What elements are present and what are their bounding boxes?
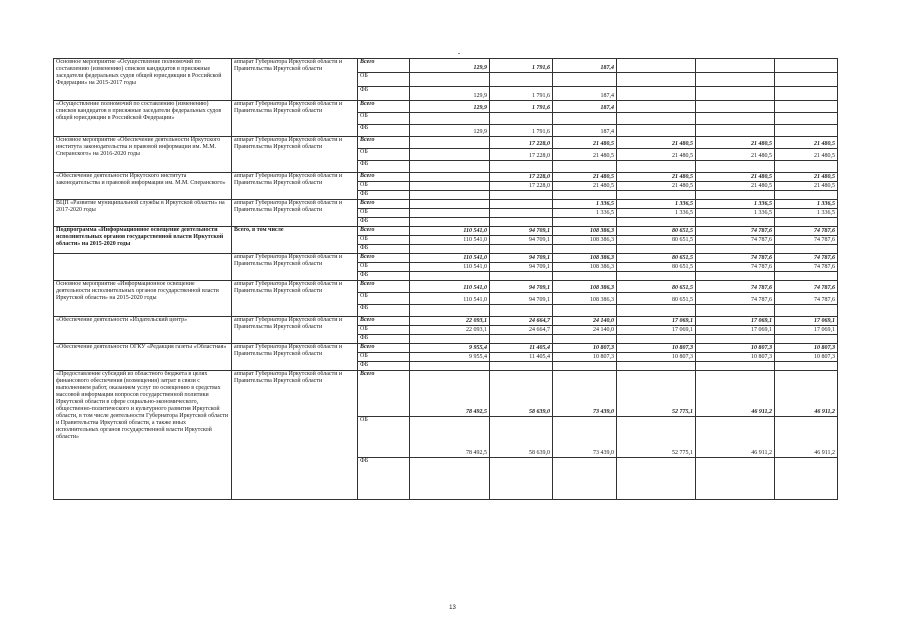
value-cell: [553, 305, 617, 317]
value-cell: [490, 305, 553, 317]
funding-source-cell: ФБ: [358, 305, 410, 317]
value-cell: [490, 113, 553, 125]
value-cell: 74 787,6: [775, 254, 838, 263]
value-cell: 94 709,1: [490, 293, 553, 305]
value-cell: 110 541,0: [410, 281, 490, 293]
value-cell: 10 807,3: [553, 353, 617, 362]
value-cell: [553, 113, 617, 125]
value-cell: [490, 191, 553, 200]
value-cell: 187,4: [553, 101, 617, 113]
value-cell: 80 651,5: [617, 227, 696, 236]
value-cell: 46 911,2: [775, 371, 838, 417]
value-cell: 24 664,7: [490, 317, 553, 326]
value-cell: 21 480,5: [696, 137, 775, 149]
value-cell: 10 807,3: [617, 353, 696, 362]
value-cell: 1 336,5: [617, 200, 696, 209]
value-cell: 21 480,5: [775, 182, 838, 191]
value-cell: [617, 113, 696, 125]
responsible-cell: аппарат Губернатора Иркутской области и Правительства Иркутской области: [232, 317, 358, 344]
value-cell: 78 492,5: [410, 371, 490, 417]
value-cell: 80 651,5: [617, 254, 696, 263]
value-cell: [410, 458, 490, 500]
value-cell: 1 336,5: [696, 209, 775, 218]
value-cell: [617, 59, 696, 73]
funding-source-cell: ОБ: [358, 182, 410, 191]
value-cell: 10 807,3: [775, 344, 838, 353]
funding-source-cell: Всего: [358, 200, 410, 209]
value-cell: [490, 73, 553, 87]
value-cell: 24 664,7: [490, 326, 553, 335]
value-cell: 21 480,5: [553, 137, 617, 149]
funding-source-cell: ОБ: [358, 263, 410, 272]
value-cell: [410, 173, 490, 182]
funding-source-cell: Всего: [358, 344, 410, 353]
table-row: [54, 59, 838, 73]
value-cell: [617, 125, 696, 137]
value-cell: 78 492,5: [410, 417, 490, 458]
responsible-cell: Всего, в том числе: [232, 227, 358, 254]
value-cell: [410, 113, 490, 125]
value-cell: [553, 73, 617, 87]
value-cell: 17 228,0: [490, 173, 553, 182]
value-cell: 110 541,0: [410, 263, 490, 272]
funding-source-cell: Всего: [358, 281, 410, 293]
value-cell: [696, 191, 775, 200]
value-cell: 17 228,0: [490, 149, 553, 161]
value-cell: [490, 161, 553, 173]
value-cell: [617, 87, 696, 101]
value-cell: [617, 305, 696, 317]
table-row: [54, 317, 838, 326]
responsible-cell: аппарат Губернатора Иркутской области и Правительства Иркутской области: [232, 200, 358, 227]
value-cell: [490, 362, 553, 371]
value-cell: 108 386,3: [553, 254, 617, 263]
funding-source-cell: ФБ: [358, 218, 410, 227]
value-cell: 17 069,1: [775, 317, 838, 326]
value-cell: [553, 218, 617, 227]
value-cell: [553, 458, 617, 500]
value-cell: 187,4: [553, 125, 617, 137]
value-cell: [410, 245, 490, 254]
value-cell: 187,4: [553, 87, 617, 101]
value-cell: [617, 362, 696, 371]
value-cell: 1 791,6: [490, 59, 553, 73]
value-cell: 94 709,1: [490, 227, 553, 236]
value-cell: 108 386,3: [553, 293, 617, 305]
value-cell: 129,9: [410, 59, 490, 73]
table-row: [54, 254, 838, 263]
responsible-cell: аппарат Губернатора Иркутской области и Правительства Иркутской области: [232, 137, 358, 173]
value-cell: [696, 59, 775, 73]
value-cell: 1 336,5: [696, 200, 775, 209]
value-cell: 10 807,3: [775, 353, 838, 362]
value-cell: 21 480,5: [617, 182, 696, 191]
value-cell: [410, 73, 490, 87]
value-cell: 21 480,5: [696, 173, 775, 182]
value-cell: [490, 200, 553, 209]
value-cell: 22 093,1: [410, 326, 490, 335]
value-cell: 21 480,5: [696, 149, 775, 161]
funding-source-cell: Всего: [358, 173, 410, 182]
value-cell: [617, 191, 696, 200]
value-cell: 21 480,5: [553, 182, 617, 191]
value-cell: 110 541,0: [410, 227, 490, 236]
value-cell: [696, 335, 775, 344]
value-cell: [410, 362, 490, 371]
value-cell: [696, 113, 775, 125]
value-cell: 74 787,6: [696, 263, 775, 272]
value-cell: [696, 305, 775, 317]
funding-source-cell: ФБ: [358, 335, 410, 344]
funding-source-cell: ФБ: [358, 272, 410, 281]
value-cell: 129,9: [410, 87, 490, 101]
value-cell: 17 069,1: [775, 326, 838, 335]
value-cell: 74 787,6: [696, 281, 775, 293]
funding-source-cell: ФБ: [358, 161, 410, 173]
page-number: 13: [449, 605, 456, 611]
value-cell: 17 069,1: [617, 326, 696, 335]
value-cell: 1 336,5: [617, 209, 696, 218]
value-cell: [553, 272, 617, 281]
value-cell: [696, 125, 775, 137]
funding-source-cell: ОБ: [358, 293, 410, 305]
value-cell: [696, 73, 775, 87]
value-cell: 129,9: [410, 101, 490, 113]
value-cell: [490, 335, 553, 344]
event-name-cell: ВЦП «Развитие муниципальной службы в Иркутской области» на 2017-2020 годы: [54, 200, 232, 227]
value-cell: 108 386,3: [553, 263, 617, 272]
value-cell: [410, 305, 490, 317]
value-cell: 52 775,1: [617, 417, 696, 458]
value-cell: [490, 245, 553, 254]
value-cell: 21 480,5: [617, 149, 696, 161]
value-cell: 21 480,5: [775, 149, 838, 161]
funding-source-cell: ФБ: [358, 362, 410, 371]
value-cell: [775, 101, 838, 113]
value-cell: [775, 245, 838, 254]
value-cell: [775, 362, 838, 371]
funding-source-cell: ОБ: [358, 149, 410, 161]
value-cell: [617, 218, 696, 227]
value-cell: 24 140,0: [553, 317, 617, 326]
value-cell: 1 791,6: [490, 125, 553, 137]
value-cell: [617, 101, 696, 113]
value-cell: [553, 335, 617, 344]
funding-source-cell: ОБ: [358, 236, 410, 245]
value-cell: 21 480,5: [553, 173, 617, 182]
value-cell: 73 439,0: [553, 371, 617, 417]
responsible-cell: аппарат Губернатора Иркутской области и Правительства Иркутской области: [232, 371, 358, 500]
funding-source-cell: ФБ: [358, 191, 410, 200]
value-cell: [775, 305, 838, 317]
value-cell: [410, 218, 490, 227]
value-cell: [696, 101, 775, 113]
table-row: [54, 137, 838, 149]
value-cell: 24 140,0: [553, 326, 617, 335]
funding-source-cell: Всего: [358, 137, 410, 149]
value-cell: 94 709,1: [490, 236, 553, 245]
value-cell: [696, 272, 775, 281]
event-name-cell: «Предоставление субсидий из областного бюджета в целях финансового обеспечения (возмещения) затрат в связи с выполнением работ, оказанием услуг по освещению в средствах массовой информации вопросов государственной политики Иркутской области в сфере социально-экономического, общественно-политического и культурного развития Иркутской области, в том числе деятельности Губернатора Иркутской области и Правительства Иркутской области, а также иных исполнительных органов государственной власти Иркутской области»: [54, 371, 232, 500]
value-cell: [775, 458, 838, 500]
value-cell: 74 787,6: [775, 281, 838, 293]
responsible-cell: аппарат Губернатора Иркутской области и Правительства Иркутской области: [232, 344, 358, 371]
value-cell: 46 911,2: [696, 417, 775, 458]
value-cell: 52 775,1: [617, 371, 696, 417]
value-cell: 22 093,1: [410, 317, 490, 326]
table-row: [54, 200, 838, 209]
value-cell: [410, 191, 490, 200]
value-cell: [775, 335, 838, 344]
value-cell: [617, 458, 696, 500]
value-cell: [410, 149, 490, 161]
funding-source-cell: ОБ: [358, 209, 410, 218]
funding-source-cell: Всего: [358, 254, 410, 263]
value-cell: 10 807,3: [553, 344, 617, 353]
responsible-cell: аппарат Губернатора Иркутской области и Правительства Иркутской области: [232, 281, 358, 317]
value-cell: 1 336,5: [553, 200, 617, 209]
value-cell: [410, 335, 490, 344]
budget-table: [53, 58, 838, 500]
value-cell: 74 787,6: [696, 236, 775, 245]
value-cell: 11 405,4: [490, 353, 553, 362]
table-row: [54, 173, 838, 182]
funding-source-cell: Всего: [358, 317, 410, 326]
event-name-cell: [54, 254, 232, 281]
value-cell: 110 541,0: [410, 254, 490, 263]
event-name-cell: Основное мероприятие «Осуществление полномочий по составлению (изменению) списков кандидатов в присяжные заседатели федеральных судов общей юрисдикции в Российской Федерации» на 2015-2017 годы: [54, 59, 232, 101]
value-cell: 1 791,6: [490, 101, 553, 113]
value-cell: 80 651,5: [617, 263, 696, 272]
value-cell: [490, 218, 553, 227]
value-cell: [490, 209, 553, 218]
funding-source-cell: ОБ: [358, 73, 410, 87]
table-body: [54, 59, 838, 500]
value-cell: [410, 182, 490, 191]
value-cell: 46 911,2: [775, 417, 838, 458]
value-cell: [553, 245, 617, 254]
value-cell: 94 709,1: [490, 263, 553, 272]
funding-source-cell: Всего: [358, 101, 410, 113]
value-cell: 21 480,5: [775, 137, 838, 149]
event-name-cell: Основное мероприятие «Информационное освещение деятельности исполнительных органов государственной власти Иркутской области» на 2015-2020 годы: [54, 281, 232, 317]
value-cell: [775, 191, 838, 200]
funding-source-cell: ФБ: [358, 125, 410, 137]
table-row: [54, 281, 838, 293]
value-cell: 1 336,5: [775, 200, 838, 209]
event-name-cell: «Обеспечение деятельности «Издательский центр»: [54, 317, 232, 344]
value-cell: [410, 161, 490, 173]
value-cell: 129,9: [410, 125, 490, 137]
value-cell: [410, 137, 490, 149]
value-cell: [696, 458, 775, 500]
value-cell: 1 336,5: [553, 209, 617, 218]
value-cell: 10 807,3: [617, 344, 696, 353]
responsible-cell: аппарат Губернатора Иркутской области и Правительства Иркутской области: [232, 101, 358, 137]
value-cell: [553, 161, 617, 173]
value-cell: 21 480,5: [617, 173, 696, 182]
value-cell: 108 386,3: [553, 227, 617, 236]
value-cell: [553, 191, 617, 200]
value-cell: [696, 87, 775, 101]
value-cell: 10 807,3: [696, 353, 775, 362]
funding-source-cell: ФБ: [358, 87, 410, 101]
responsible-cell: аппарат Губернатора Иркутской области и Правительства Иркутской области: [232, 173, 358, 200]
value-cell: [775, 272, 838, 281]
event-name-cell: Подпрограмма «Информационное освещение деятельности исполнительных органов государственной власти Иркутской области» на 2015-2020 годы: [54, 227, 232, 254]
value-cell: 21 480,5: [617, 137, 696, 149]
value-cell: 74 787,6: [696, 254, 775, 263]
value-cell: 94 709,1: [490, 281, 553, 293]
funding-source-cell: ОБ: [358, 417, 410, 458]
value-cell: [696, 161, 775, 173]
value-cell: [617, 272, 696, 281]
scan-mark: [458, 53, 460, 54]
value-cell: 58 639,0: [490, 417, 553, 458]
value-cell: [775, 73, 838, 87]
funding-source-cell: Всего: [358, 227, 410, 236]
value-cell: 10 807,3: [696, 344, 775, 353]
funding-source-cell: ФБ: [358, 245, 410, 254]
funding-source-cell: ОБ: [358, 113, 410, 125]
value-cell: 1 336,5: [775, 209, 838, 218]
value-cell: [410, 209, 490, 218]
value-cell: 187,4: [553, 59, 617, 73]
value-cell: [553, 362, 617, 371]
value-cell: [775, 59, 838, 73]
value-cell: 21 480,5: [775, 173, 838, 182]
value-cell: [410, 272, 490, 281]
value-cell: 108 386,3: [553, 236, 617, 245]
value-cell: 74 787,6: [775, 293, 838, 305]
value-cell: 46 911,2: [696, 371, 775, 417]
value-cell: 110 541,0: [410, 236, 490, 245]
value-cell: [775, 87, 838, 101]
table-row: [54, 344, 838, 353]
value-cell: 1 791,6: [490, 87, 553, 101]
value-cell: [617, 335, 696, 344]
value-cell: [410, 200, 490, 209]
value-cell: 21 480,5: [696, 182, 775, 191]
value-cell: [775, 113, 838, 125]
value-cell: 9 955,4: [410, 353, 490, 362]
value-cell: [617, 73, 696, 87]
value-cell: 110 541,0: [410, 293, 490, 305]
event-name-cell: Основное мероприятие «Обеспечение деятельности Иркутского института законодательства и правовой информации им. М.М. Сперанского» на 2016-2020 годы: [54, 137, 232, 173]
value-cell: [490, 458, 553, 500]
value-cell: 17 069,1: [617, 317, 696, 326]
event-name-cell: «Обеспечение деятельности ОГКУ «Редакция газеты «Областная»: [54, 344, 232, 371]
funding-source-cell: ФБ: [358, 458, 410, 500]
value-cell: 21 480,5: [553, 149, 617, 161]
value-cell: [696, 362, 775, 371]
funding-source-cell: ОБ: [358, 326, 410, 335]
value-cell: 80 651,5: [617, 281, 696, 293]
value-cell: 94 709,1: [490, 254, 553, 263]
table-row: [54, 371, 838, 417]
value-cell: [490, 272, 553, 281]
value-cell: 17 228,0: [490, 182, 553, 191]
value-cell: 17 069,1: [696, 326, 775, 335]
responsible-cell: аппарат Губернатора Иркутской области и Правительства Иркутской области: [232, 254, 358, 281]
funding-source-cell: Всего: [358, 371, 410, 417]
value-cell: 11 405,4: [490, 344, 553, 353]
value-cell: [775, 161, 838, 173]
value-cell: 74 787,6: [775, 227, 838, 236]
value-cell: 73 439,0: [553, 417, 617, 458]
value-cell: 80 651,5: [617, 293, 696, 305]
table-row: [54, 101, 838, 113]
value-cell: [696, 245, 775, 254]
funding-source-cell: ОБ: [358, 353, 410, 362]
value-cell: 74 787,6: [775, 263, 838, 272]
value-cell: 74 787,6: [696, 293, 775, 305]
value-cell: [617, 161, 696, 173]
funding-source-cell: Всего: [358, 59, 410, 73]
value-cell: 17 228,0: [490, 137, 553, 149]
value-cell: [696, 218, 775, 227]
value-cell: 80 651,5: [617, 236, 696, 245]
value-cell: 108 386,3: [553, 281, 617, 293]
value-cell: 74 787,6: [696, 227, 775, 236]
event-name-cell: «Обеспечение деятельности Иркутского института законодательства и правовой информации им. М.М. Сперанского»: [54, 173, 232, 200]
event-name-cell: «Осуществление полномочий по составлению (изменению) списков кандидатов в присяжные заседатели федеральных судов общей юрисдикции в Российской Федерации»: [54, 101, 232, 137]
value-cell: 58 639,0: [490, 371, 553, 417]
value-cell: [775, 218, 838, 227]
table-row: [54, 227, 838, 236]
value-cell: 74 787,6: [775, 236, 838, 245]
value-cell: 17 069,1: [696, 317, 775, 326]
value-cell: [617, 245, 696, 254]
value-cell: [775, 125, 838, 137]
responsible-cell: аппарат Губернатора Иркутской области и Правительства Иркутской области: [232, 59, 358, 101]
value-cell: 9 955,4: [410, 344, 490, 353]
